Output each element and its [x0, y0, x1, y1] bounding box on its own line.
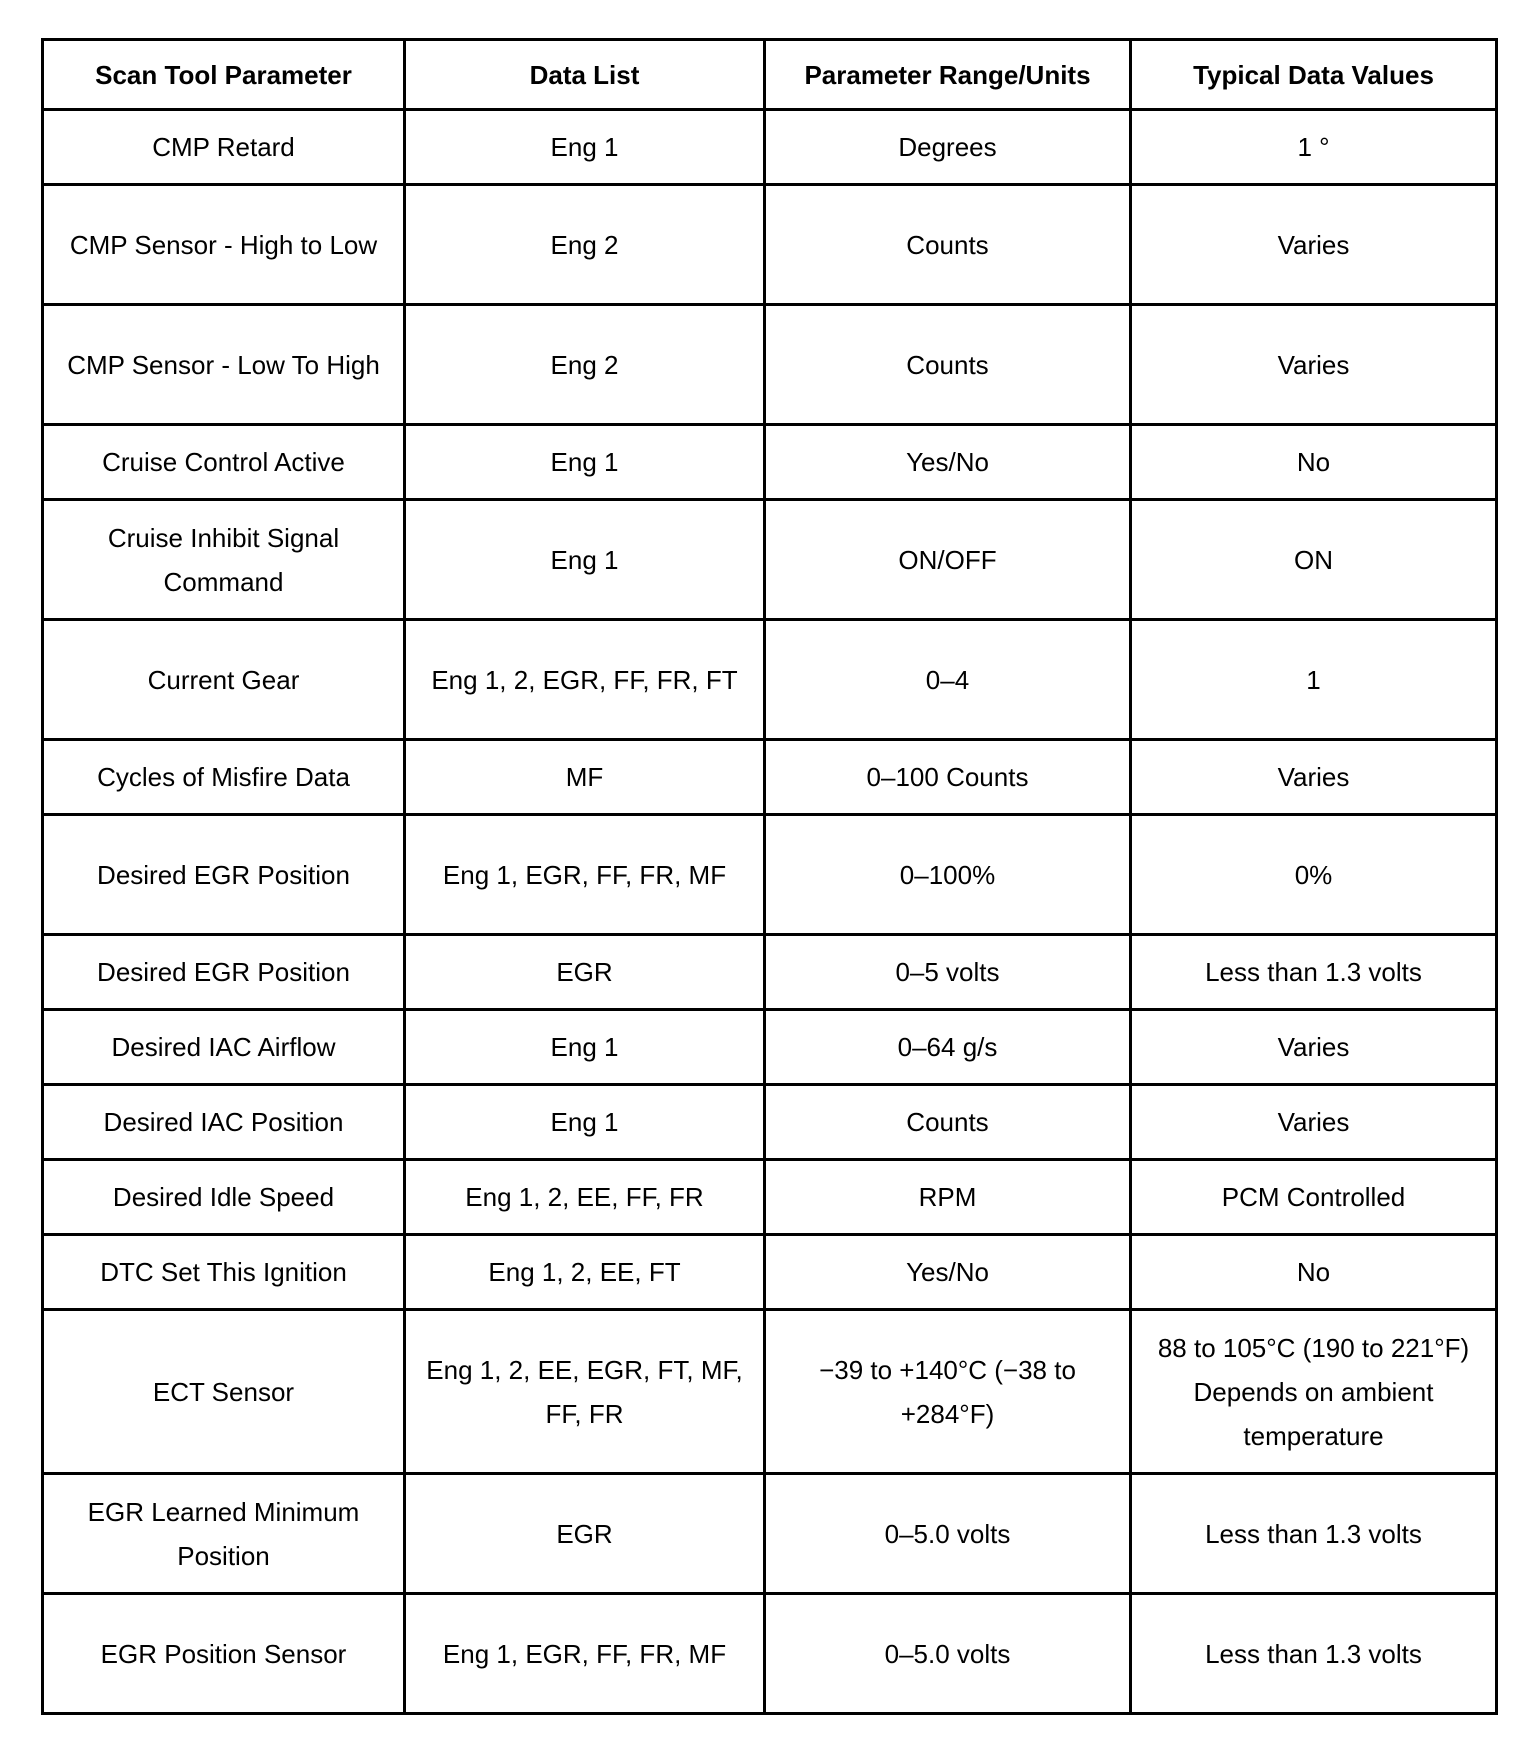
cell-parameter: Desired IAC Airflow [43, 1010, 405, 1085]
cell-data-list: Eng 1, 2, EE, EGR, FT, MF, FF, FR [405, 1310, 765, 1474]
table-header-row [43, 40, 1497, 110]
cell-range-units: Counts [765, 1085, 1131, 1160]
cell-parameter: DTC Set This Ignition [43, 1235, 405, 1310]
cell-data-list: Eng 1, 2, EE, FF, FR [405, 1160, 765, 1235]
table-row [43, 1235, 1497, 1310]
cell-data-list: Eng 1 [405, 425, 765, 500]
cell-range-units: 0–64 g/s [765, 1010, 1131, 1085]
table-row [43, 110, 1497, 185]
cell-range-units: 0–4 [765, 620, 1131, 740]
table-row [43, 1474, 1497, 1594]
cell-range-units: Counts [765, 305, 1131, 425]
cell-parameter: Cycles of Misfire Data [43, 740, 405, 815]
table-row [43, 1594, 1497, 1714]
cell-range-units: −39 to +140°C (−38 to +284°F) [765, 1310, 1131, 1474]
cell-parameter: Cruise Inhibit Signal Command [43, 500, 405, 620]
cell-typical-value: PCM Controlled [1131, 1160, 1497, 1235]
table-row [43, 620, 1497, 740]
cell-data-list: Eng 1, EGR, FF, FR, MF [405, 815, 765, 935]
cell-typical-value: Varies [1131, 305, 1497, 425]
cell-data-list: Eng 1, EGR, FF, FR, MF [405, 1594, 765, 1714]
cell-data-list: Eng 1 [405, 110, 765, 185]
cell-typical-value: 1 ° [1131, 110, 1497, 185]
cell-typical-value: 1 [1131, 620, 1497, 740]
document-page [41, 38, 1495, 1715]
cell-typical-value: Less than 1.3 volts [1131, 1474, 1497, 1594]
cell-typical-value: Varies [1131, 185, 1497, 305]
cell-range-units: 0–100 Counts [765, 740, 1131, 815]
cell-data-list: EGR [405, 1474, 765, 1594]
cell-parameter: CMP Sensor - Low To High [43, 305, 405, 425]
cell-data-list: Eng 1 [405, 1085, 765, 1160]
cell-parameter: Desired Idle Speed [43, 1160, 405, 1235]
cell-parameter: Current Gear [43, 620, 405, 740]
table-row [43, 935, 1497, 1010]
cell-parameter: Desired IAC Position [43, 1085, 405, 1160]
cell-range-units: 0–5.0 volts [765, 1594, 1131, 1714]
cell-parameter: ECT Sensor [43, 1310, 405, 1474]
header-scan-tool-parameter: Scan Tool Parameter [43, 40, 405, 110]
cell-parameter: EGR Position Sensor [43, 1594, 405, 1714]
table-row [43, 1160, 1497, 1235]
cell-parameter: CMP Retard [43, 110, 405, 185]
cell-typical-value: Varies [1131, 1085, 1497, 1160]
cell-range-units: ON/OFF [765, 500, 1131, 620]
cell-data-list: Eng 1, 2, EGR, FF, FR, FT [405, 620, 765, 740]
cell-parameter: EGR Learned Minimum Position [43, 1474, 405, 1594]
cell-typical-value: 88 to 105°C (190 to 221°F) Depends on ambient temperature [1131, 1310, 1497, 1474]
cell-typical-value: No [1131, 1235, 1497, 1310]
cell-data-list: Eng 2 [405, 185, 765, 305]
table-row [43, 1085, 1497, 1160]
cell-parameter: Cruise Control Active [43, 425, 405, 500]
table-row [43, 1010, 1497, 1085]
cell-range-units: Degrees [765, 110, 1131, 185]
table-row [43, 185, 1497, 305]
cell-parameter: CMP Sensor - High to Low [43, 185, 405, 305]
cell-range-units: 0–5.0 volts [765, 1474, 1131, 1594]
cell-data-list: MF [405, 740, 765, 815]
cell-parameter: Desired EGR Position [43, 815, 405, 935]
cell-data-list: Eng 1, 2, EE, FT [405, 1235, 765, 1310]
cell-data-list: Eng 1 [405, 500, 765, 620]
header-data-list: Data List [405, 40, 765, 110]
cell-data-list: Eng 1 [405, 1010, 765, 1085]
cell-typical-value: Varies [1131, 740, 1497, 815]
scan-tool-data-table [41, 38, 1498, 1715]
cell-data-list: EGR [405, 935, 765, 1010]
table-row [43, 740, 1497, 815]
table-row [43, 425, 1497, 500]
table-row [43, 500, 1497, 620]
cell-typical-value: Varies [1131, 1010, 1497, 1085]
table-row [43, 305, 1497, 425]
cell-range-units: Counts [765, 185, 1131, 305]
cell-typical-value: Less than 1.3 volts [1131, 935, 1497, 1010]
cell-range-units: Yes/No [765, 1235, 1131, 1310]
cell-parameter: Desired EGR Position [43, 935, 405, 1010]
table-row [43, 1310, 1497, 1474]
cell-typical-value: Less than 1.3 volts [1131, 1594, 1497, 1714]
header-parameter-range-units: Parameter Range/Units [765, 40, 1131, 110]
cell-typical-value: ON [1131, 500, 1497, 620]
table-row [43, 815, 1497, 935]
cell-typical-value: No [1131, 425, 1497, 500]
cell-data-list: Eng 2 [405, 305, 765, 425]
cell-range-units: RPM [765, 1160, 1131, 1235]
cell-typical-value: 0% [1131, 815, 1497, 935]
cell-range-units: Yes/No [765, 425, 1131, 500]
header-typical-data-values: Typical Data Values [1131, 40, 1497, 110]
cell-range-units: 0–5 volts [765, 935, 1131, 1010]
cell-range-units: 0–100% [765, 815, 1131, 935]
